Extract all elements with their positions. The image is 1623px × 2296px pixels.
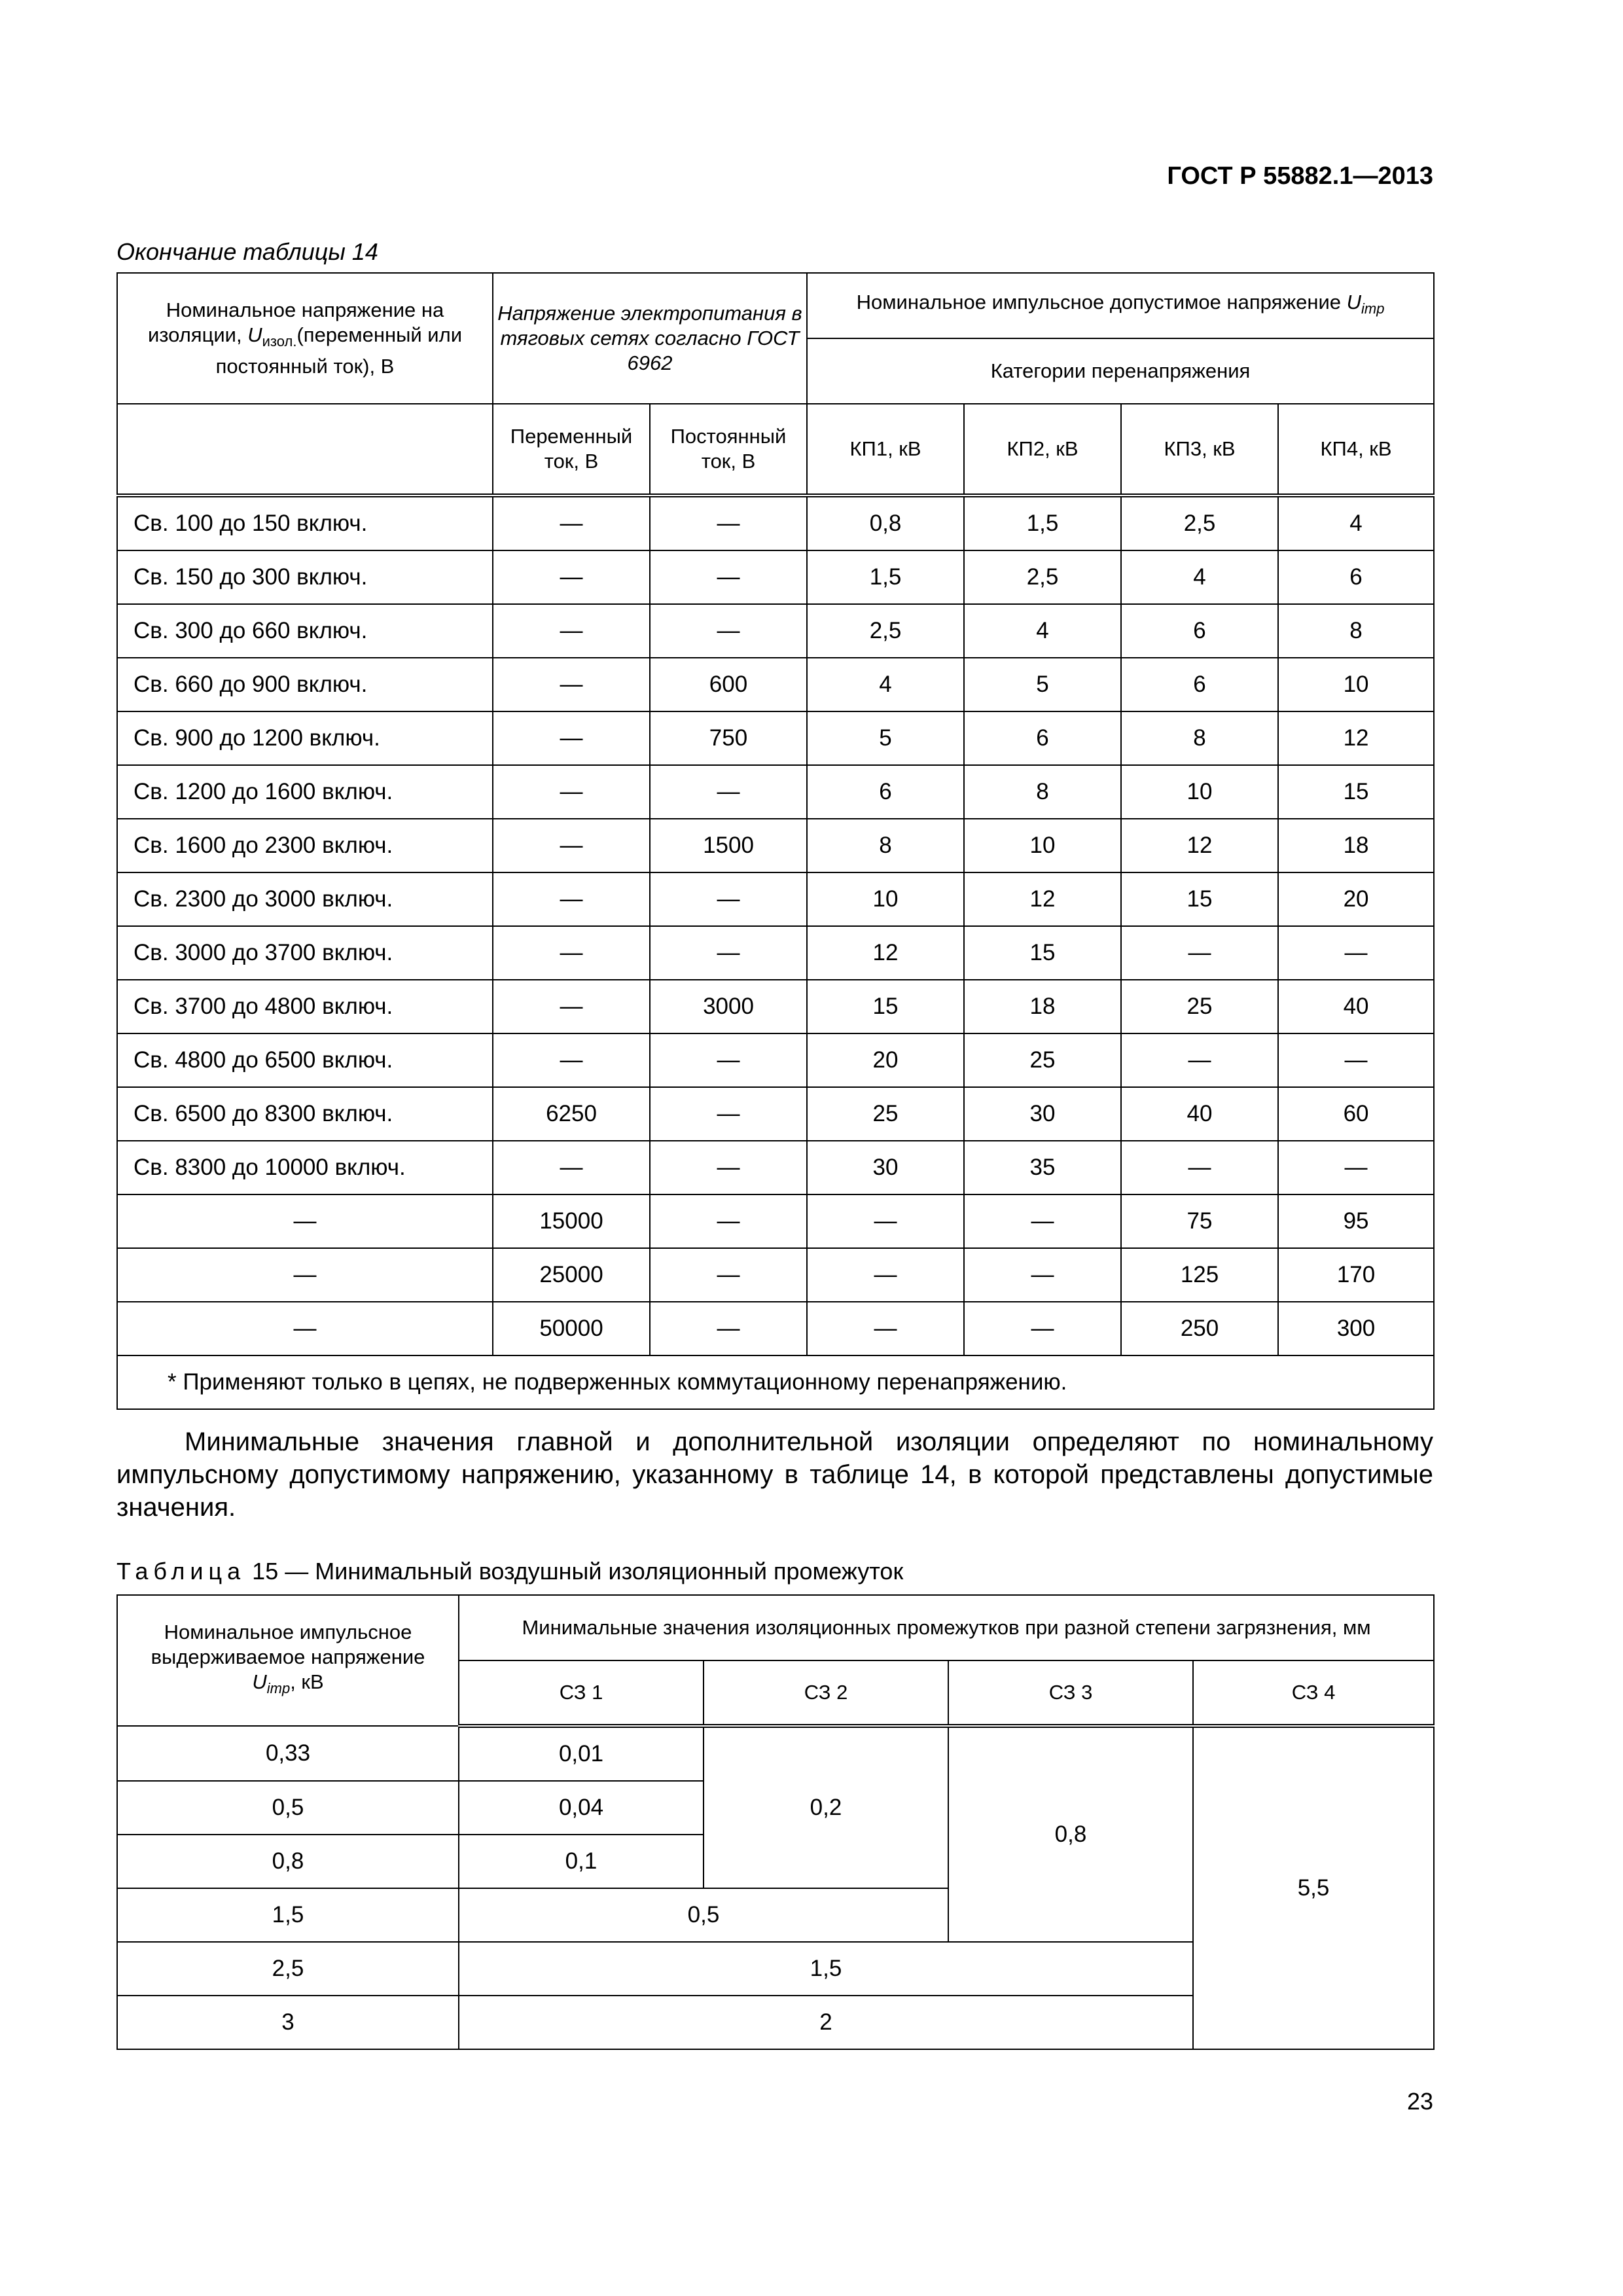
t15-sz123-merged-cell: 1,5 xyxy=(459,1942,1193,1996)
header-kp1: КП1, кВ xyxy=(807,404,964,495)
row-label-cell: Св. 660 до 900 включ. xyxy=(117,658,493,711)
t15-header-min-values: Минимальные значения изоляционных промежутков при разной степени загрязнения, мм xyxy=(459,1595,1434,1660)
table-cell: — xyxy=(650,765,807,819)
table-cell: — xyxy=(650,1087,807,1141)
row-label-cell: Св. 150 до 300 включ. xyxy=(117,550,493,604)
t15-voltage-cell: 1,5 xyxy=(117,1888,459,1942)
table-cell: — xyxy=(1121,926,1278,980)
table-cell: 3000 xyxy=(650,980,807,1033)
row-label-cell: Св. 1600 до 2300 включ. xyxy=(117,819,493,872)
header-nominal-voltage: Номинальное напряжение на изоляции, $U_{изол.}(переменный$ или постоянный ток), В xyxy=(117,273,493,404)
table-cell: — xyxy=(964,1302,1121,1355)
table-cell: 10 xyxy=(807,872,964,926)
table-row xyxy=(117,1726,1434,1781)
table-cell: 1500 xyxy=(650,819,807,872)
row-label-cell: — xyxy=(117,1194,493,1248)
table-cell: 10 xyxy=(1278,658,1434,711)
header-kp4: КП4, кВ xyxy=(1278,404,1434,495)
t15-header-sz1: СЗ 1 xyxy=(459,1660,704,1726)
table-cell: 40 xyxy=(1278,980,1434,1033)
table-cell: — xyxy=(964,1248,1121,1302)
header-overvoltage-categories: Категории перенапряжения xyxy=(807,338,1434,404)
table14-caption: Окончание таблицы 14 xyxy=(116,238,378,265)
table-cell: 10 xyxy=(964,819,1121,872)
row-label-cell: Св. 3700 до 4800 включ. xyxy=(117,980,493,1033)
table15-caption: Таблица 15 — Минимальный воздушный изоляционный промежуток xyxy=(116,1558,904,1585)
table-cell: 60 xyxy=(1278,1087,1434,1141)
t15-sz1-cell: 0,01 xyxy=(459,1726,704,1781)
row-label-cell: Св. 8300 до 10000 включ. xyxy=(117,1141,493,1194)
table-row xyxy=(117,1248,1434,1302)
row-label-cell: Св. 100 до 150 включ. xyxy=(117,495,493,550)
table-cell: 8 xyxy=(964,765,1121,819)
table-cell: — xyxy=(493,1033,650,1087)
table-row xyxy=(117,1087,1434,1141)
table-cell: 18 xyxy=(1278,819,1434,872)
row-label-cell: Св. 6500 до 8300 включ. xyxy=(117,1087,493,1141)
table-cell: 2,5 xyxy=(964,550,1121,604)
row-label-cell: — xyxy=(117,1248,493,1302)
table-cell: — xyxy=(1278,1033,1434,1087)
table-cell: 0,8 xyxy=(807,495,964,550)
body-paragraph: Минимальные значения главной и дополнительной изоляции определяют по номинальному импульсному допустимому напряжению, указанному в таблице 14, в которой представлены допустимые значения. xyxy=(116,1427,1433,1522)
table-cell: 250 xyxy=(1121,1302,1278,1355)
table-cell: 12 xyxy=(1278,711,1434,765)
table-cell: — xyxy=(1278,926,1434,980)
table-15 xyxy=(116,1594,1435,2050)
table-cell: — xyxy=(650,1033,807,1087)
table-cell: 30 xyxy=(807,1141,964,1194)
page-number: 23 xyxy=(1406,2088,1433,2115)
t15-voltage-cell: 0,8 xyxy=(117,1835,459,1888)
table-cell: 6 xyxy=(964,711,1121,765)
table-cell: — xyxy=(493,765,650,819)
table-cell: — xyxy=(493,819,650,872)
table-cell: 300 xyxy=(1278,1302,1434,1355)
table-cell: 95 xyxy=(1278,1194,1434,1248)
header-ac: Переменный ток, В xyxy=(493,404,650,495)
table-cell: 12 xyxy=(964,872,1121,926)
table-cell: 25000 xyxy=(493,1248,650,1302)
table-cell: — xyxy=(493,495,650,550)
t15-sz1-cell: 0,04 xyxy=(459,1781,704,1835)
table-cell: — xyxy=(807,1302,964,1355)
t15-sz12-merged-cell: 0,5 xyxy=(459,1888,948,1942)
table-cell: — xyxy=(493,604,650,658)
table-cell: 8 xyxy=(1278,604,1434,658)
table-cell: 8 xyxy=(807,819,964,872)
table-row xyxy=(117,765,1434,819)
table-cell: 30 xyxy=(964,1087,1121,1141)
row-label-cell: Св. 2300 до 3000 включ. xyxy=(117,872,493,926)
table-row xyxy=(117,980,1434,1033)
table-row xyxy=(117,1141,1434,1194)
table-cell: — xyxy=(1121,1141,1278,1194)
table-row xyxy=(117,550,1434,604)
table-cell: 50000 xyxy=(493,1302,650,1355)
table-cell: 15 xyxy=(1121,872,1278,926)
t15-sz1-cell: 0,1 xyxy=(459,1835,704,1888)
t15-header-sz2: СЗ 2 xyxy=(704,1660,948,1726)
table-cell: — xyxy=(964,1194,1121,1248)
table-cell: — xyxy=(650,495,807,550)
table-cell: 170 xyxy=(1278,1248,1434,1302)
table-cell: — xyxy=(493,550,650,604)
table-cell: 15 xyxy=(1278,765,1434,819)
table-cell: 2,5 xyxy=(807,604,964,658)
table-cell: — xyxy=(493,1141,650,1194)
header-impulse-voltage: Номинальное импульсное допустимое напряжение $U_{imp}$ xyxy=(807,273,1434,338)
t15-sz2-merged-cell: 0,2 xyxy=(704,1726,948,1888)
table-cell: — xyxy=(1278,1141,1434,1194)
table-cell: 4 xyxy=(807,658,964,711)
table-cell: 18 xyxy=(964,980,1121,1033)
t15-voltage-cell: 0,33 xyxy=(117,1726,459,1781)
table-cell: 6 xyxy=(807,765,964,819)
table-cell: 4 xyxy=(1278,495,1434,550)
table-cell: 6 xyxy=(1121,658,1278,711)
table-cell: 6 xyxy=(1121,604,1278,658)
table-cell: 25 xyxy=(964,1033,1121,1087)
table-cell: — xyxy=(493,658,650,711)
t15-header-impulse-voltage: Номинальное импульсное выдерживаемое напряжение $U_{imp}$, кВ xyxy=(117,1595,459,1726)
table-cell: — xyxy=(807,1248,964,1302)
t15-sz3-merged-cell: 0,8 xyxy=(948,1726,1193,1942)
table-cell: 15 xyxy=(964,926,1121,980)
table-row xyxy=(117,819,1434,872)
table-cell: 8 xyxy=(1121,711,1278,765)
table14-body xyxy=(117,495,1434,1355)
table-cell: 40 xyxy=(1121,1087,1278,1141)
table-row xyxy=(117,495,1434,550)
table-cell: 600 xyxy=(650,658,807,711)
table-cell: 1,5 xyxy=(964,495,1121,550)
header-kp3: КП3, кВ xyxy=(1121,404,1278,495)
table-cell: — xyxy=(493,872,650,926)
header-dc: Постоянный ток, В xyxy=(650,404,807,495)
t15-header-sz3: СЗ 3 xyxy=(948,1660,1193,1726)
table-cell: 25 xyxy=(1121,980,1278,1033)
header-empty-cell xyxy=(117,404,493,495)
table-cell: 125 xyxy=(1121,1248,1278,1302)
row-label-cell: Св. 900 до 1200 включ. xyxy=(117,711,493,765)
table-cell: 2,5 xyxy=(1121,495,1278,550)
table-cell: — xyxy=(650,872,807,926)
table-cell: — xyxy=(650,604,807,658)
standard-code: ГОСТ Р 55882.1—2013 xyxy=(1167,162,1433,190)
table-cell: — xyxy=(650,926,807,980)
table-row xyxy=(117,1194,1434,1248)
table-cell: 750 xyxy=(650,711,807,765)
t15-voltage-cell: 2,5 xyxy=(117,1942,459,1996)
table-row xyxy=(117,1302,1434,1355)
table-cell: 6250 xyxy=(493,1087,650,1141)
table-cell: 20 xyxy=(1278,872,1434,926)
table-row xyxy=(117,926,1434,980)
table-cell: 5 xyxy=(964,658,1121,711)
t15-voltage-cell: 0,5 xyxy=(117,1781,459,1835)
table-cell: — xyxy=(650,1248,807,1302)
table-row xyxy=(117,604,1434,658)
header-traction-voltage: Напряжение электропитания в тяговых сетях согласно ГОСТ 6962 xyxy=(493,273,807,404)
table-cell: — xyxy=(1121,1033,1278,1087)
table-cell: 4 xyxy=(1121,550,1278,604)
t15-voltage-cell: 3 xyxy=(117,1996,459,2049)
table-cell: 20 xyxy=(807,1033,964,1087)
row-label-cell: Св. 1200 до 1600 включ. xyxy=(117,765,493,819)
table-cell: 6 xyxy=(1278,550,1434,604)
table-row xyxy=(117,872,1434,926)
table-cell: 5 xyxy=(807,711,964,765)
table-cell: 25 xyxy=(807,1087,964,1141)
table-cell: — xyxy=(493,711,650,765)
row-label-cell: Св. 3000 до 3700 включ. xyxy=(117,926,493,980)
row-label-cell: Св. 300 до 660 включ. xyxy=(117,604,493,658)
table-cell: — xyxy=(493,980,650,1033)
t15-sz4-merged-cell: 5,5 xyxy=(1193,1726,1434,2049)
row-label-cell: — xyxy=(117,1302,493,1355)
table-cell: 75 xyxy=(1121,1194,1278,1248)
table-cell: — xyxy=(650,1194,807,1248)
row-label-cell: Св. 4800 до 6500 включ. xyxy=(117,1033,493,1087)
t15-header-sz4: СЗ 4 xyxy=(1193,1660,1434,1726)
table-cell: 12 xyxy=(1121,819,1278,872)
table-row xyxy=(117,658,1434,711)
t15-sz123-merged-cell: 2 xyxy=(459,1996,1193,2049)
table-cell: 12 xyxy=(807,926,964,980)
table-cell: 15000 xyxy=(493,1194,650,1248)
table-cell: — xyxy=(650,1302,807,1355)
table-row xyxy=(117,711,1434,765)
header-kp2: КП2, кВ xyxy=(964,404,1121,495)
table-cell: — xyxy=(493,926,650,980)
table-cell: 1,5 xyxy=(807,550,964,604)
table-cell: 4 xyxy=(964,604,1121,658)
table-14 xyxy=(116,272,1435,1410)
table14-footnote: * Применяют только в цепях, не подверженных коммутационному перенапряжению. xyxy=(117,1355,1434,1409)
table-cell: — xyxy=(650,1141,807,1194)
table-cell: 35 xyxy=(964,1141,1121,1194)
table-cell: 10 xyxy=(1121,765,1278,819)
table-row xyxy=(117,1033,1434,1087)
table-cell: 15 xyxy=(807,980,964,1033)
table-cell: — xyxy=(807,1194,964,1248)
table-cell: — xyxy=(650,550,807,604)
